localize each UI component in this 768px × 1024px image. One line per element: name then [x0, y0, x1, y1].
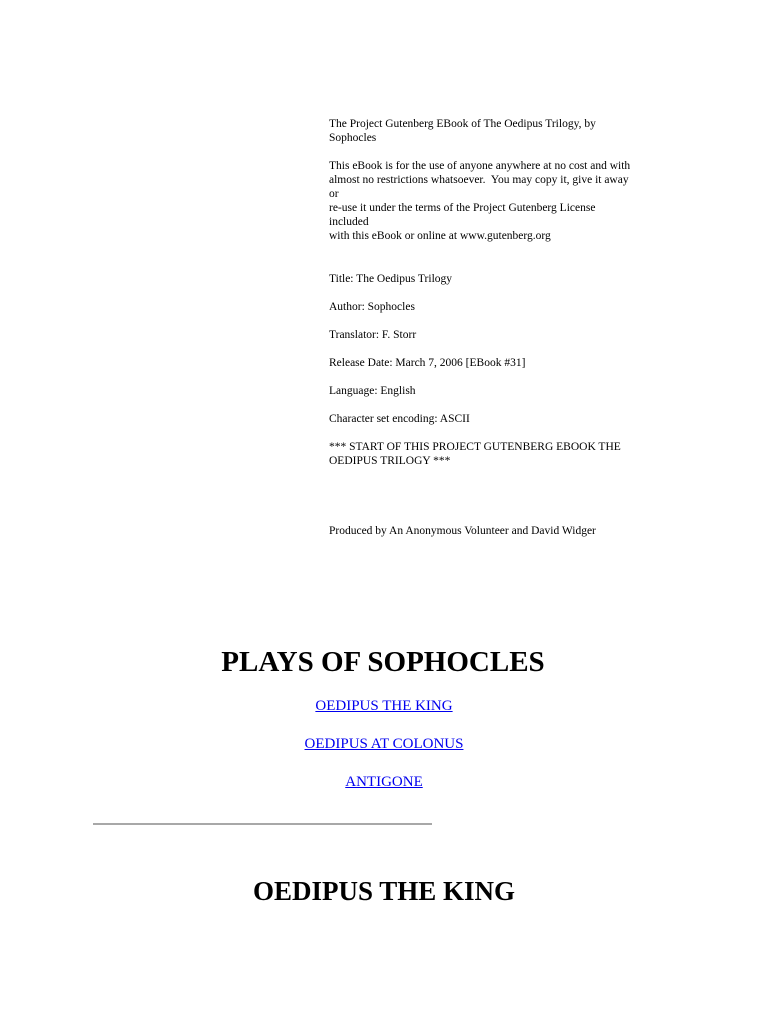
meta-language: Language: English	[329, 385, 416, 397]
plays-heading: PLAYS OF SOPHOCLES	[221, 646, 545, 678]
toc-item-oedipus-the-king	[0, 697, 768, 715]
section-heading-oedipus-the-king: OEDIPUS THE KING	[252, 876, 516, 906]
toc-link-antigone[interactable]: ANTIGONE	[345, 774, 423, 790]
produced-by: Produced by An Anonymous Volunteer and David Widger	[329, 525, 596, 537]
meta-release-date: Release Date: March 7, 2006 [EBook #31]	[329, 357, 526, 369]
ebook-intro: The Project Gutenberg EBook of The Oedipus Trilogy, by Sophocles	[329, 118, 596, 144]
license-paragraph: This eBook is for the use of anyone anywhere at no cost and with almost no restrictions whatsoever. You may copy it, give it away or re-use it under the terms of the Project Gutenberg License included with this eBook or online at www.gutenberg.org	[329, 160, 631, 242]
meta-translator: Translator: F. Storr	[329, 329, 417, 341]
meta-encoding: Character set encoding: ASCII	[329, 413, 470, 425]
toc-link-oedipus-the-king[interactable]: OEDIPUS THE KING	[315, 698, 453, 714]
toc-item-antigone	[0, 773, 768, 791]
meta-author: Author: Sophocles	[329, 301, 415, 313]
horizontal-rule	[93, 823, 432, 825]
meta-title: Title: The Oedipus Trilogy	[329, 273, 453, 285]
toc-item-oedipus-at-colonus	[0, 735, 768, 753]
start-marker: *** START OF THIS PROJECT GUTENBERG EBOOK THE OEDIPUS TRILOGY ***	[329, 441, 621, 467]
toc-link-oedipus-at-colonus[interactable]: OEDIPUS AT COLONUS	[304, 736, 464, 752]
